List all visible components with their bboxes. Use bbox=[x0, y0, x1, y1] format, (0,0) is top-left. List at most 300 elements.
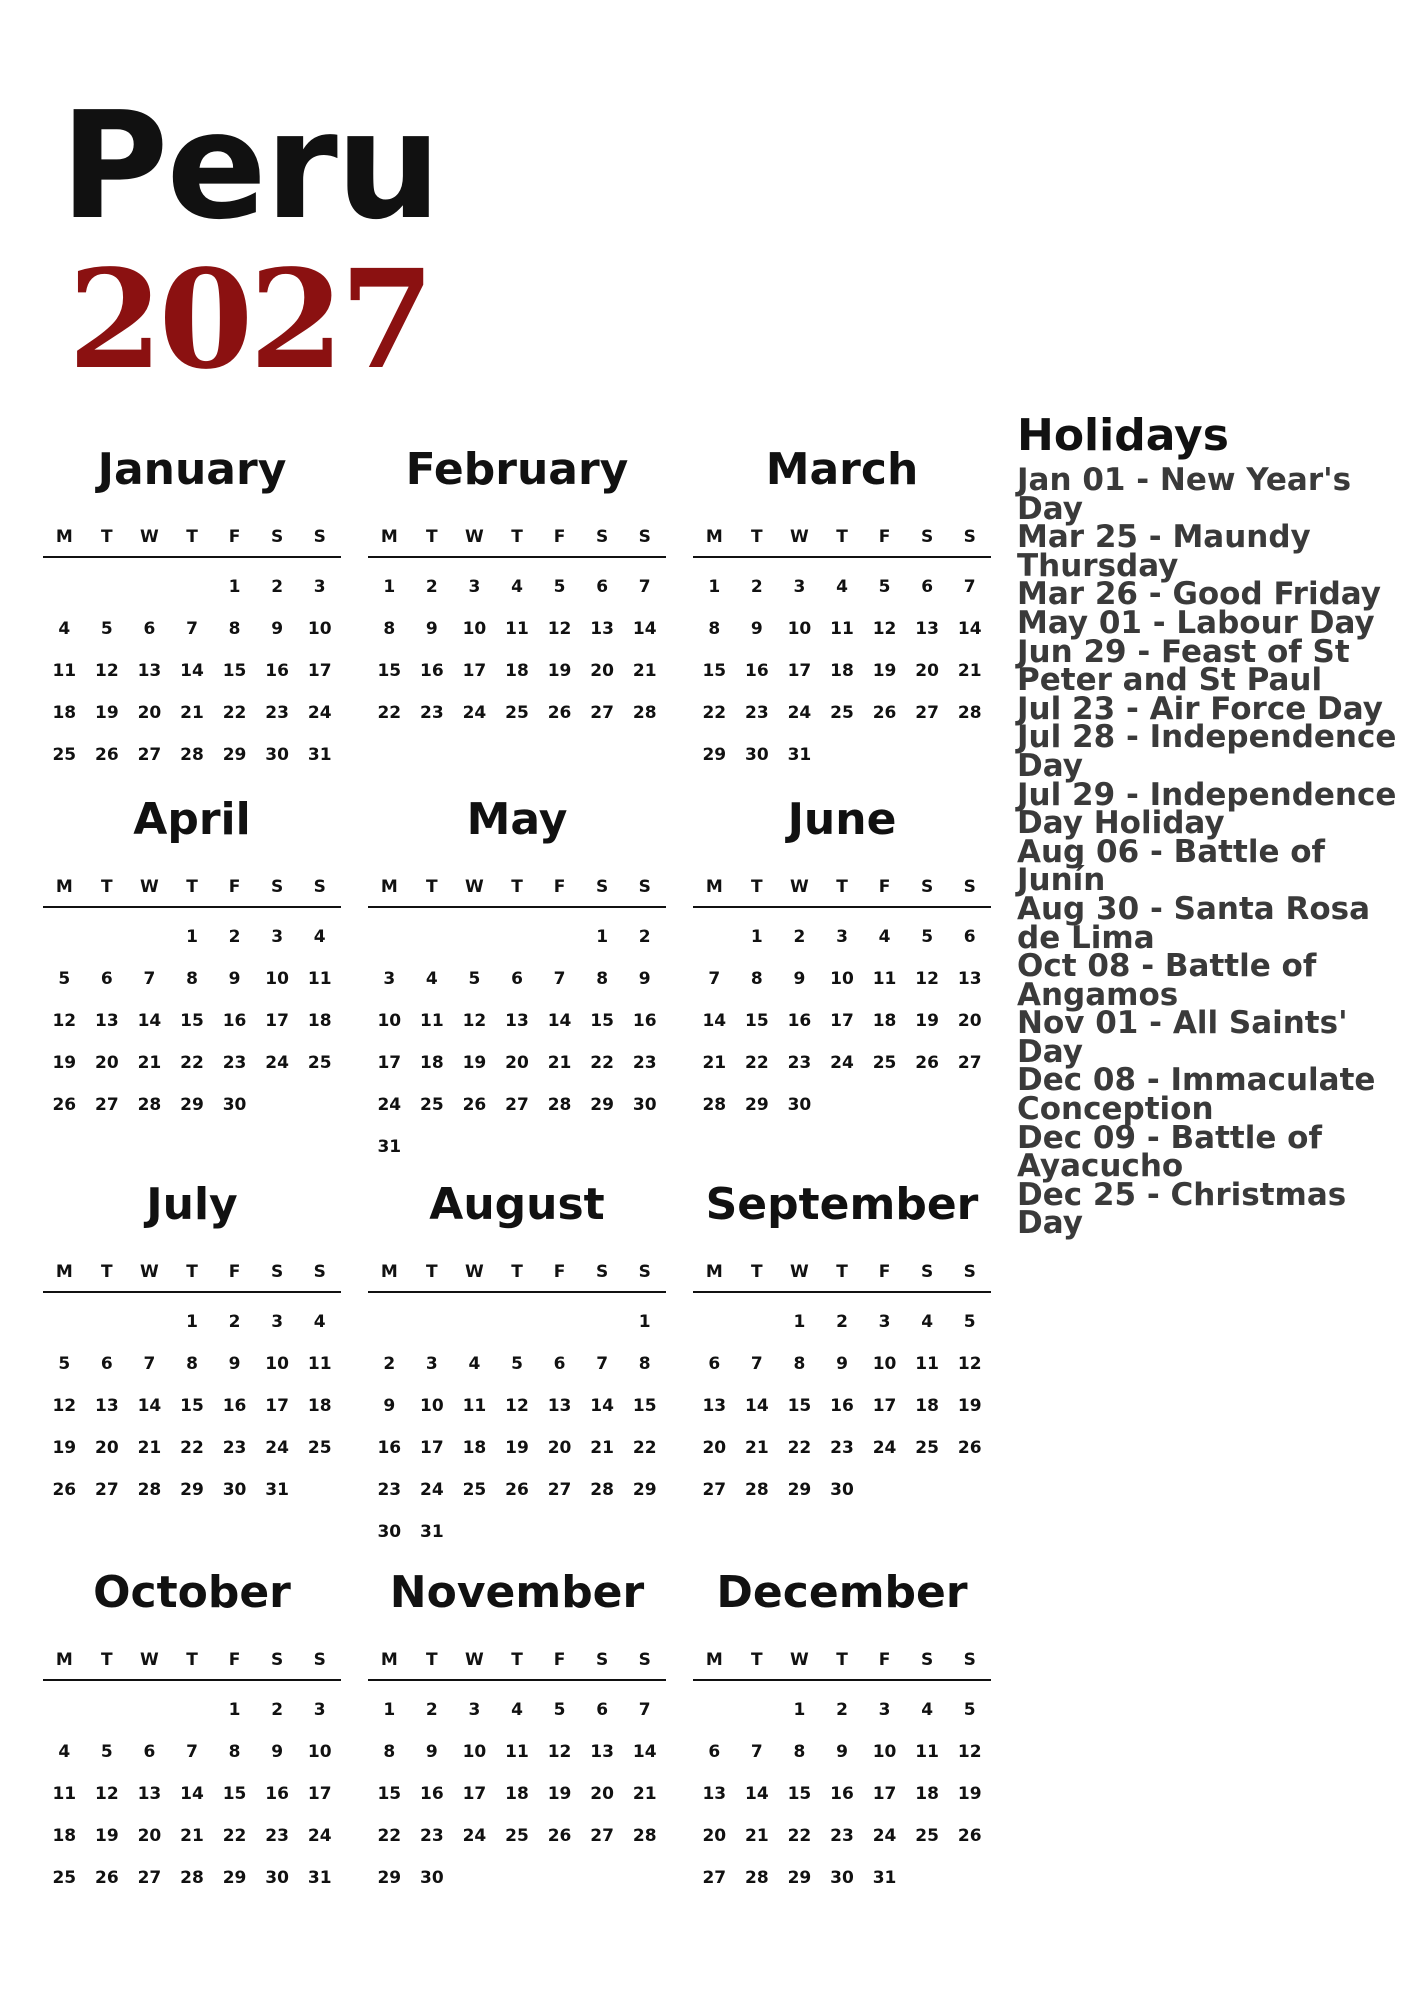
day-cell: 27 bbox=[957, 1053, 982, 1073]
day-cell: 26 bbox=[957, 1826, 982, 1846]
day-cell: 8 bbox=[793, 1354, 806, 1374]
day-cell: 11 bbox=[915, 1354, 939, 1374]
holiday-item: Jul 29 - Independence Day Holiday bbox=[1017, 776, 1397, 842]
days-grid bbox=[368, 916, 666, 1168]
day-cell: 7 bbox=[143, 969, 156, 989]
empty-cell bbox=[693, 1301, 736, 1343]
day-cell: 7 bbox=[750, 1742, 763, 1762]
weekday-label: S bbox=[638, 527, 651, 547]
header-divider bbox=[43, 1291, 341, 1293]
weekday-label: S bbox=[921, 877, 934, 897]
day-cell: 26 bbox=[95, 1868, 119, 1888]
day-cell: 16 bbox=[377, 1438, 402, 1458]
day-cell: 25 bbox=[307, 1053, 332, 1073]
weekday-label: F bbox=[228, 1650, 241, 1670]
weekday-label: W bbox=[140, 1650, 159, 1670]
holiday-item: Jul 28 - Independence Day bbox=[1017, 719, 1397, 784]
holiday-item: Dec 25 - Christmas Day bbox=[1017, 1176, 1347, 1242]
day-cell: 24 bbox=[462, 703, 487, 723]
day-cell: 3 bbox=[425, 1354, 438, 1374]
day-cell: 20 bbox=[505, 1053, 529, 1073]
day-cell: 1 bbox=[793, 1700, 806, 1720]
day-cell: 22 bbox=[787, 1826, 812, 1846]
day-cell: 29 bbox=[590, 1095, 614, 1115]
day-cell: 21 bbox=[547, 1053, 572, 1073]
days-grid bbox=[368, 1689, 666, 1899]
day-cell: 18 bbox=[872, 1011, 897, 1031]
day-cell: 6 bbox=[708, 1742, 721, 1762]
day-cell: 20 bbox=[137, 703, 162, 723]
day-cell: 23 bbox=[265, 1826, 289, 1846]
weekday-label: F bbox=[553, 1262, 566, 1282]
month-name: April bbox=[133, 794, 251, 845]
day-cell: 19 bbox=[52, 1053, 77, 1073]
day-cell: 23 bbox=[632, 1053, 657, 1073]
day-cell: 21 bbox=[590, 1438, 614, 1458]
day-cell: 11 bbox=[915, 1742, 939, 1762]
day-cell: 8 bbox=[383, 619, 396, 639]
day-cell: 10 bbox=[420, 1396, 444, 1416]
day-cell: 7 bbox=[638, 577, 651, 597]
day-cell: 12 bbox=[95, 661, 119, 681]
weekday-label: F bbox=[878, 527, 891, 547]
day-cell: 25 bbox=[307, 1438, 332, 1458]
day-cell: 20 bbox=[590, 661, 614, 681]
day-cell: 30 bbox=[830, 1868, 854, 1888]
day-cell: 22 bbox=[787, 1438, 812, 1458]
holiday-list bbox=[1017, 462, 1407, 1242]
header-divider bbox=[43, 1679, 341, 1681]
day-cell: 29 bbox=[632, 1480, 657, 1500]
month-name: December bbox=[716, 1567, 968, 1618]
day-cell: 16 bbox=[632, 1011, 657, 1031]
holiday-item: Jun 29 - Feast of St Peter and St Paul bbox=[1017, 633, 1350, 699]
day-cell: 25 bbox=[505, 703, 529, 723]
day-cell: 5 bbox=[963, 1312, 976, 1332]
day-cell: 5 bbox=[58, 1354, 71, 1374]
day-cell: 18 bbox=[915, 1396, 939, 1416]
weekday-label: S bbox=[963, 1262, 976, 1282]
day-cell: 11 bbox=[307, 969, 332, 989]
day-cell: 20 bbox=[957, 1011, 982, 1031]
weekday-label: T bbox=[511, 527, 523, 547]
day-cell: 27 bbox=[95, 1095, 119, 1115]
day-cell: 25 bbox=[420, 1095, 444, 1115]
empty-cell bbox=[128, 566, 171, 608]
day-cell: 12 bbox=[95, 1784, 119, 1804]
weekday-label: W bbox=[790, 1650, 809, 1670]
day-cell: 6 bbox=[708, 1354, 721, 1374]
day-cell: 2 bbox=[425, 577, 438, 597]
day-cell: 23 bbox=[420, 1826, 444, 1846]
month-name: June bbox=[787, 794, 897, 845]
day-cell: 10 bbox=[265, 969, 289, 989]
weekday-label: T bbox=[751, 527, 763, 547]
weekday-label: M bbox=[705, 1262, 723, 1282]
days-grid bbox=[43, 1301, 341, 1511]
day-cell: 16 bbox=[222, 1011, 247, 1031]
day-cell: 5 bbox=[511, 1354, 523, 1374]
empty-cell bbox=[496, 1301, 539, 1343]
day-cell: 27 bbox=[95, 1480, 119, 1500]
weekday-header bbox=[693, 874, 991, 900]
day-cell: 19 bbox=[95, 703, 119, 723]
day-cell: 21 bbox=[180, 703, 204, 723]
day-cell: 31 bbox=[377, 1137, 402, 1157]
day-cell: 19 bbox=[872, 661, 897, 681]
day-cell: 11 bbox=[420, 1011, 444, 1031]
day-cell: 3 bbox=[271, 1312, 284, 1332]
day-cell: 14 bbox=[590, 1396, 614, 1416]
holiday-item: Aug 06 - Battle of Junín bbox=[1017, 833, 1326, 899]
day-cell: 1 bbox=[793, 1312, 806, 1332]
weekday-label: F bbox=[553, 1650, 566, 1670]
weekday-header bbox=[368, 1647, 666, 1673]
day-cell: 10 bbox=[377, 1011, 402, 1031]
day-cell: 6 bbox=[100, 1354, 113, 1374]
weekday-label: T bbox=[186, 527, 198, 547]
day-cell: 2 bbox=[228, 927, 241, 947]
day-cell: 6 bbox=[143, 1742, 156, 1762]
weekday-label: F bbox=[878, 1262, 891, 1282]
empty-cell bbox=[43, 1689, 86, 1731]
weekday-label: T bbox=[426, 1262, 438, 1282]
day-cell: 23 bbox=[830, 1438, 854, 1458]
empty-cell bbox=[86, 566, 129, 608]
weekday-label: M bbox=[705, 1650, 723, 1670]
day-cell: 16 bbox=[265, 1784, 289, 1804]
day-cell: 28 bbox=[745, 1480, 769, 1500]
days-grid bbox=[693, 566, 991, 776]
weekday-label: S bbox=[921, 527, 934, 547]
weekday-label: M bbox=[380, 1650, 398, 1670]
day-cell: 6 bbox=[596, 1700, 609, 1720]
empty-cell bbox=[411, 916, 454, 958]
weekday-header bbox=[368, 874, 666, 900]
weekday-label: M bbox=[55, 1650, 73, 1670]
day-cell: 15 bbox=[222, 1784, 247, 1804]
day-cell: 9 bbox=[228, 969, 241, 989]
day-cell: 18 bbox=[505, 1784, 529, 1804]
day-cell: 26 bbox=[957, 1438, 982, 1458]
empty-cell bbox=[453, 916, 496, 958]
day-cell: 5 bbox=[878, 577, 891, 597]
day-cell: 10 bbox=[830, 969, 854, 989]
day-cell: 30 bbox=[745, 745, 769, 765]
day-cell: 10 bbox=[787, 619, 812, 639]
day-cell: 26 bbox=[872, 703, 897, 723]
day-cell: 27 bbox=[137, 1868, 162, 1888]
header-divider bbox=[693, 906, 991, 908]
day-cell: 11 bbox=[505, 1742, 529, 1762]
days-grid bbox=[43, 1689, 341, 1899]
day-cell: 29 bbox=[745, 1095, 769, 1115]
day-cell: 11 bbox=[52, 661, 77, 681]
day-cell: 23 bbox=[420, 703, 444, 723]
day-cell: 31 bbox=[265, 1480, 289, 1500]
day-cell: 26 bbox=[462, 1095, 487, 1115]
day-cell: 9 bbox=[271, 1742, 284, 1762]
day-cell: 8 bbox=[228, 1742, 241, 1762]
day-cell: 2 bbox=[836, 1700, 848, 1720]
day-cell: 25 bbox=[830, 703, 854, 723]
day-cell: 22 bbox=[745, 1053, 769, 1073]
day-cell: 3 bbox=[468, 577, 481, 597]
weekday-label: F bbox=[228, 527, 241, 547]
day-cell: 22 bbox=[377, 1826, 402, 1846]
day-cell: 24 bbox=[307, 703, 332, 723]
day-cell: 30 bbox=[787, 1095, 812, 1115]
day-cell: 29 bbox=[787, 1480, 812, 1500]
empty-cell bbox=[128, 916, 171, 958]
day-cell: 25 bbox=[915, 1438, 939, 1458]
day-cell: 28 bbox=[702, 1095, 727, 1115]
day-cell: 22 bbox=[590, 1053, 614, 1073]
day-cell: 4 bbox=[58, 1742, 71, 1762]
day-cell: 7 bbox=[186, 619, 198, 639]
day-cell: 3 bbox=[878, 1700, 891, 1720]
day-cell: 23 bbox=[787, 1053, 812, 1073]
day-cell: 18 bbox=[915, 1784, 939, 1804]
day-cell: 29 bbox=[222, 1868, 247, 1888]
empty-cell bbox=[411, 1301, 454, 1343]
day-cell: 13 bbox=[915, 619, 939, 639]
weekday-label: S bbox=[638, 877, 651, 897]
day-cell: 4 bbox=[878, 927, 891, 947]
weekday-label: W bbox=[790, 527, 809, 547]
day-cell: 15 bbox=[377, 1784, 402, 1804]
month-name: October bbox=[93, 1567, 291, 1618]
weekday-header bbox=[43, 1259, 341, 1285]
day-cell: 26 bbox=[547, 1826, 572, 1846]
holidays-heading: Holidays bbox=[1017, 410, 1229, 461]
day-cell: 14 bbox=[745, 1396, 769, 1416]
weekday-label: W bbox=[790, 877, 809, 897]
day-cell: 8 bbox=[186, 969, 198, 989]
weekday-label: T bbox=[511, 877, 523, 897]
day-cell: 2 bbox=[228, 1312, 241, 1332]
day-cell: 28 bbox=[180, 745, 204, 765]
day-cell: 20 bbox=[915, 661, 939, 681]
weekday-label: M bbox=[380, 1262, 398, 1282]
day-cell: 2 bbox=[638, 927, 651, 947]
day-cell: 16 bbox=[787, 1011, 812, 1031]
day-cell: 25 bbox=[505, 1826, 529, 1846]
weekday-label: T bbox=[751, 1262, 763, 1282]
weekday-label: T bbox=[101, 1650, 113, 1670]
holiday-item: Dec 08 - Immaculate Conception bbox=[1017, 1062, 1376, 1128]
day-cell: 9 bbox=[271, 619, 284, 639]
day-cell: 10 bbox=[872, 1354, 897, 1374]
month-name: September bbox=[705, 1179, 979, 1230]
day-cell: 12 bbox=[52, 1396, 77, 1416]
day-cell: 1 bbox=[708, 577, 721, 597]
day-cell: 28 bbox=[632, 1826, 657, 1846]
day-cell: 24 bbox=[462, 1826, 487, 1846]
day-cell: 24 bbox=[265, 1053, 289, 1073]
weekday-label: F bbox=[553, 877, 566, 897]
day-cell: 17 bbox=[462, 1784, 487, 1804]
day-cell: 31 bbox=[420, 1522, 444, 1542]
day-cell: 7 bbox=[750, 1354, 763, 1374]
day-cell: 23 bbox=[745, 703, 769, 723]
day-cell: 25 bbox=[915, 1826, 939, 1846]
holiday-item: Oct 08 - Battle of Angamos bbox=[1017, 948, 1317, 1013]
day-cell: 5 bbox=[553, 1700, 566, 1720]
weekday-label: T bbox=[836, 1650, 848, 1670]
day-cell: 5 bbox=[921, 927, 934, 947]
day-cell: 16 bbox=[830, 1784, 854, 1804]
day-cell: 19 bbox=[915, 1011, 939, 1031]
day-cell: 12 bbox=[547, 1742, 572, 1762]
weekday-label: T bbox=[101, 527, 113, 547]
day-cell: 15 bbox=[632, 1396, 657, 1416]
weekday-label: S bbox=[313, 527, 326, 547]
weekday-label: F bbox=[878, 877, 891, 897]
day-cell: 23 bbox=[377, 1480, 402, 1500]
day-cell: 14 bbox=[745, 1784, 769, 1804]
empty-cell bbox=[496, 916, 539, 958]
day-cell: 10 bbox=[462, 619, 487, 639]
day-cell: 6 bbox=[921, 577, 934, 597]
day-cell: 6 bbox=[963, 927, 976, 947]
empty-cell bbox=[736, 1301, 779, 1343]
weekday-header bbox=[693, 1647, 991, 1673]
day-cell: 31 bbox=[307, 745, 332, 765]
day-cell: 18 bbox=[420, 1053, 444, 1073]
day-cell: 21 bbox=[632, 661, 657, 681]
day-cell: 16 bbox=[830, 1396, 854, 1416]
weekday-label: W bbox=[790, 1262, 809, 1282]
weekday-label: T bbox=[511, 1262, 523, 1282]
day-cell: 16 bbox=[420, 661, 444, 681]
day-cell: 25 bbox=[872, 1053, 897, 1073]
day-cell: 13 bbox=[702, 1396, 727, 1416]
day-cell: 5 bbox=[553, 577, 566, 597]
day-cell: 21 bbox=[745, 1826, 769, 1846]
day-cell: 4 bbox=[468, 1354, 481, 1374]
day-cell: 3 bbox=[383, 969, 396, 989]
day-cell: 24 bbox=[872, 1826, 897, 1846]
day-cell: 1 bbox=[638, 1312, 651, 1332]
weekday-label: S bbox=[313, 877, 326, 897]
day-cell: 15 bbox=[745, 1011, 769, 1031]
month-december bbox=[693, 1563, 991, 1923]
day-cell: 11 bbox=[872, 969, 897, 989]
day-cell: 23 bbox=[222, 1053, 247, 1073]
days-grid bbox=[693, 1689, 991, 1899]
day-cell: 5 bbox=[100, 619, 113, 639]
day-cell: 22 bbox=[222, 703, 247, 723]
weekday-label: T bbox=[186, 1650, 198, 1670]
day-cell: 16 bbox=[222, 1396, 247, 1416]
day-cell: 11 bbox=[505, 619, 529, 639]
day-cell: 17 bbox=[420, 1438, 444, 1458]
weekday-label: S bbox=[638, 1650, 651, 1670]
day-cell: 27 bbox=[702, 1868, 727, 1888]
weekday-label: T bbox=[836, 1262, 848, 1282]
day-cell: 10 bbox=[872, 1742, 897, 1762]
header-divider bbox=[693, 1679, 991, 1681]
day-cell: 14 bbox=[957, 619, 982, 639]
day-cell: 4 bbox=[511, 1700, 523, 1720]
day-cell: 12 bbox=[462, 1011, 487, 1031]
day-cell: 18 bbox=[307, 1011, 332, 1031]
day-cell: 13 bbox=[95, 1011, 119, 1031]
month-name: July bbox=[146, 1179, 238, 1230]
day-cell: 2 bbox=[271, 577, 284, 597]
day-cell: 19 bbox=[547, 661, 572, 681]
weekday-label: T bbox=[751, 877, 763, 897]
day-cell: 9 bbox=[425, 619, 438, 639]
day-cell: 9 bbox=[425, 1742, 438, 1762]
day-cell: 4 bbox=[511, 577, 523, 597]
holiday-item: May 01 - Labour Day bbox=[1017, 604, 1375, 641]
day-cell: 28 bbox=[137, 1480, 162, 1500]
day-cell: 17 bbox=[307, 1784, 332, 1804]
weekday-label: S bbox=[596, 527, 609, 547]
month-name: August bbox=[429, 1179, 605, 1230]
day-cell: 28 bbox=[137, 1095, 162, 1115]
day-cell: 12 bbox=[957, 1742, 982, 1762]
day-cell: 7 bbox=[553, 969, 566, 989]
day-cell: 17 bbox=[787, 661, 812, 681]
weekday-label: S bbox=[271, 1262, 284, 1282]
day-cell: 18 bbox=[830, 661, 854, 681]
day-cell: 6 bbox=[596, 577, 609, 597]
day-cell: 9 bbox=[793, 969, 806, 989]
day-cell: 26 bbox=[915, 1053, 939, 1073]
weekday-label: T bbox=[426, 527, 438, 547]
day-cell: 19 bbox=[95, 1826, 119, 1846]
day-cell: 18 bbox=[505, 661, 529, 681]
day-cell: 3 bbox=[836, 927, 848, 947]
weekday-header bbox=[43, 1647, 341, 1673]
weekday-label: F bbox=[878, 1650, 891, 1670]
day-cell: 28 bbox=[590, 1480, 614, 1500]
day-cell: 4 bbox=[313, 1312, 326, 1332]
empty-cell bbox=[368, 1301, 411, 1343]
weekday-label: W bbox=[465, 877, 484, 897]
weekday-label: M bbox=[380, 877, 398, 897]
weekday-label: S bbox=[271, 1650, 284, 1670]
day-cell: 7 bbox=[186, 1742, 198, 1762]
day-cell: 18 bbox=[52, 703, 77, 723]
day-cell: 21 bbox=[137, 1053, 162, 1073]
month-october bbox=[43, 1563, 341, 1923]
month-name: March bbox=[765, 444, 919, 495]
weekday-label: W bbox=[140, 527, 159, 547]
weekday-header bbox=[368, 524, 666, 550]
day-cell: 16 bbox=[745, 661, 769, 681]
day-cell: 30 bbox=[265, 1868, 289, 1888]
weekday-label: T bbox=[751, 1650, 763, 1670]
days-grid bbox=[43, 916, 341, 1126]
day-cell: 27 bbox=[137, 745, 162, 765]
day-cell: 15 bbox=[377, 661, 402, 681]
day-cell: 28 bbox=[632, 703, 657, 723]
day-cell: 13 bbox=[505, 1011, 529, 1031]
day-cell: 22 bbox=[702, 703, 727, 723]
weekday-label: W bbox=[465, 1650, 484, 1670]
day-cell: 8 bbox=[383, 1742, 396, 1762]
day-cell: 29 bbox=[377, 1868, 402, 1888]
day-cell: 30 bbox=[222, 1095, 247, 1115]
day-cell: 21 bbox=[745, 1438, 769, 1458]
days-grid bbox=[693, 1301, 991, 1511]
day-cell: 16 bbox=[265, 661, 289, 681]
weekday-label: M bbox=[55, 877, 73, 897]
